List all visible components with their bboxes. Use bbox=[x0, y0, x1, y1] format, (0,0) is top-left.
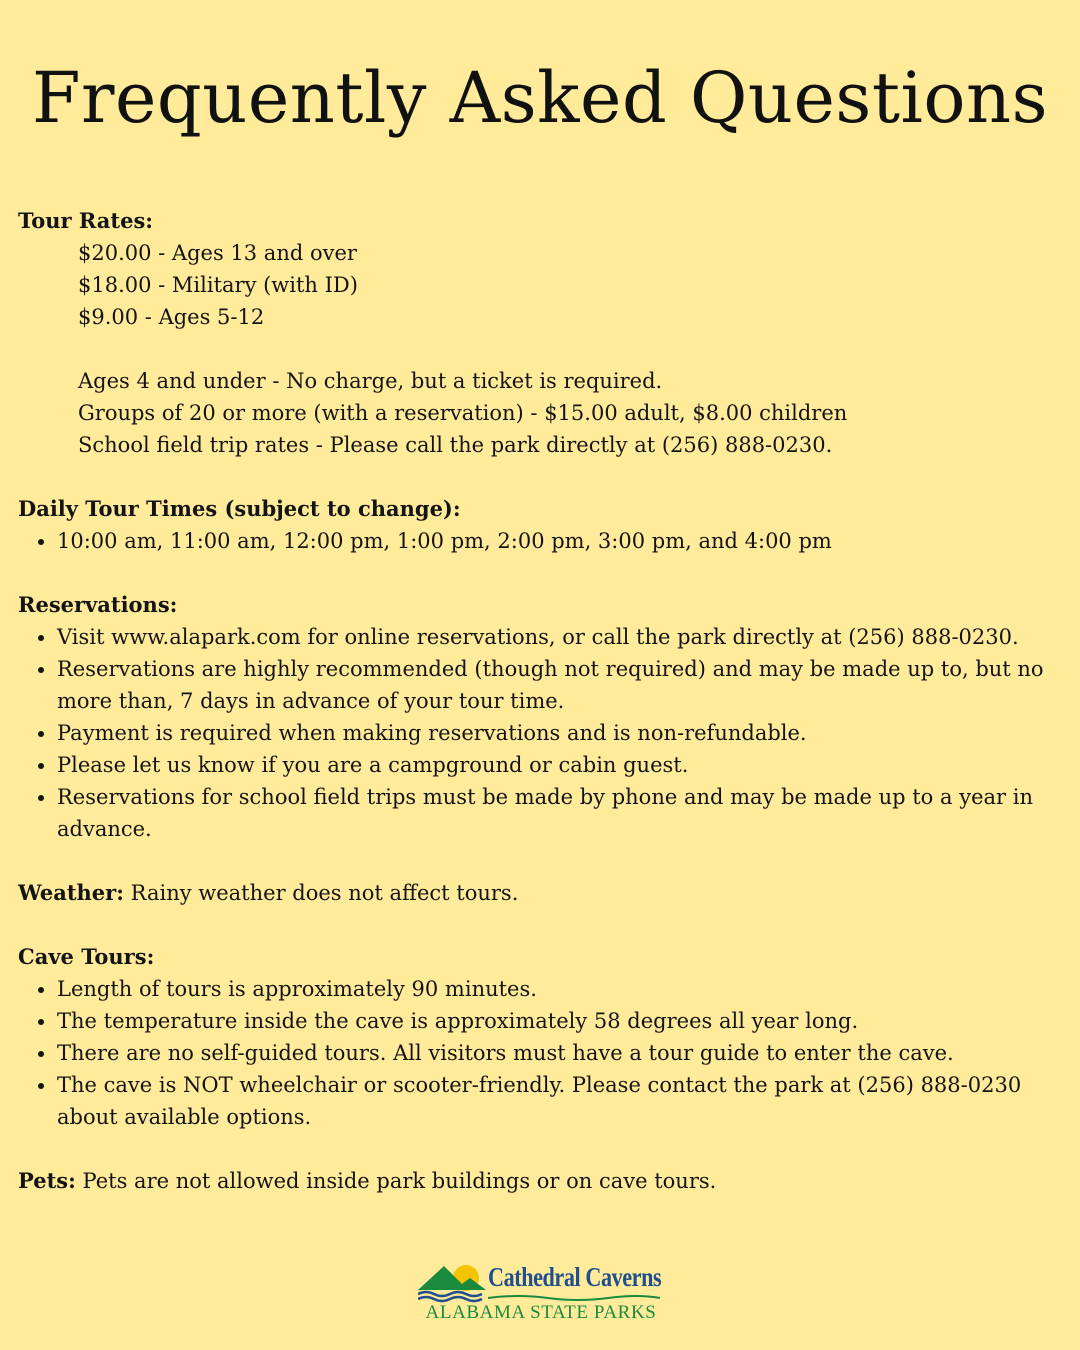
pets-text: Pets are not allowed inside park buildings or on cave tours. bbox=[75, 1169, 717, 1193]
rate-line: $9.00 - Ages 5-12 bbox=[78, 305, 265, 329]
tour-times-heading: Daily Tour Times (subject to change): bbox=[18, 496, 461, 521]
logo-subtitle: ALABAMA STATE PARKS bbox=[425, 1302, 657, 1323]
list-item: • Payment is required when making reservations and is non-refundable. bbox=[57, 717, 1063, 749]
rate-note: Groups of 20 or more (with a reservation) - $15.00 adult, $8.00 children bbox=[78, 401, 848, 425]
rate-note: School field trip rates - Please call the park directly at (256) 888-0230. bbox=[78, 433, 833, 457]
logo-name: Cathedral Caverns bbox=[488, 1262, 662, 1292]
list-item: • Length of tours is approximately 90 minutes. bbox=[57, 973, 1063, 1005]
reservations-section bbox=[18, 589, 1063, 845]
rate-line: $18.00 - Military (with ID) bbox=[78, 273, 358, 297]
weather-label: Weather: bbox=[18, 880, 124, 905]
tour-times-section bbox=[18, 493, 1063, 557]
tour-times-list bbox=[18, 525, 1063, 557]
cave-tours-heading: Cave Tours: bbox=[18, 944, 155, 969]
tour-rates-section bbox=[18, 205, 1063, 461]
list-item: • Reservations are highly recommended (though not required) and may be made up to, but no more than, 7 days in advance of your tour time. bbox=[57, 653, 1063, 717]
rate-note: Ages 4 and under - No charge, but a ticket is required. bbox=[78, 369, 663, 393]
faq-content bbox=[18, 205, 1063, 1197]
list-item: • 10:00 am, 11:00 am, 12:00 pm, 1:00 pm, 2:00 pm, 3:00 pm, and 4:00 pm bbox=[57, 525, 1063, 557]
weather-line bbox=[18, 877, 1063, 909]
list-item: • The cave is NOT wheelchair or scooter-friendly. Please contact the park at (256) 888-0230 about available options. bbox=[57, 1069, 1063, 1133]
tour-rates-heading: Tour Rates: bbox=[18, 208, 154, 233]
list-item: • There are no self-guided tours. All visitors must have a tour guide to enter the cave. bbox=[57, 1037, 1063, 1069]
reservations-list bbox=[18, 621, 1063, 845]
cathedral-caverns-logo bbox=[418, 1258, 664, 1328]
rate-line: $20.00 - Ages 13 and over bbox=[78, 241, 357, 265]
reservations-heading: Reservations: bbox=[18, 592, 178, 617]
list-item: • Visit www.alapark.com for online reservations, or call the park directly at (256) 888-0230. bbox=[57, 621, 1063, 653]
page-title: Frequently Asked Questions bbox=[31, 57, 1049, 139]
pets-line bbox=[18, 1165, 1063, 1197]
cave-tours-list bbox=[18, 973, 1063, 1133]
cave-tours-section bbox=[18, 941, 1063, 1133]
list-item: • Reservations for school field trips must be made by phone and may be made up to a year in advance. bbox=[57, 781, 1063, 845]
weather-text: Rainy weather does not affect tours. bbox=[123, 881, 519, 905]
list-item: • Please let us know if you are a campground or cabin guest. bbox=[57, 749, 1063, 781]
pets-label: Pets: bbox=[18, 1168, 76, 1193]
list-item: • The temperature inside the cave is approximately 58 degrees all year long. bbox=[57, 1005, 1063, 1037]
